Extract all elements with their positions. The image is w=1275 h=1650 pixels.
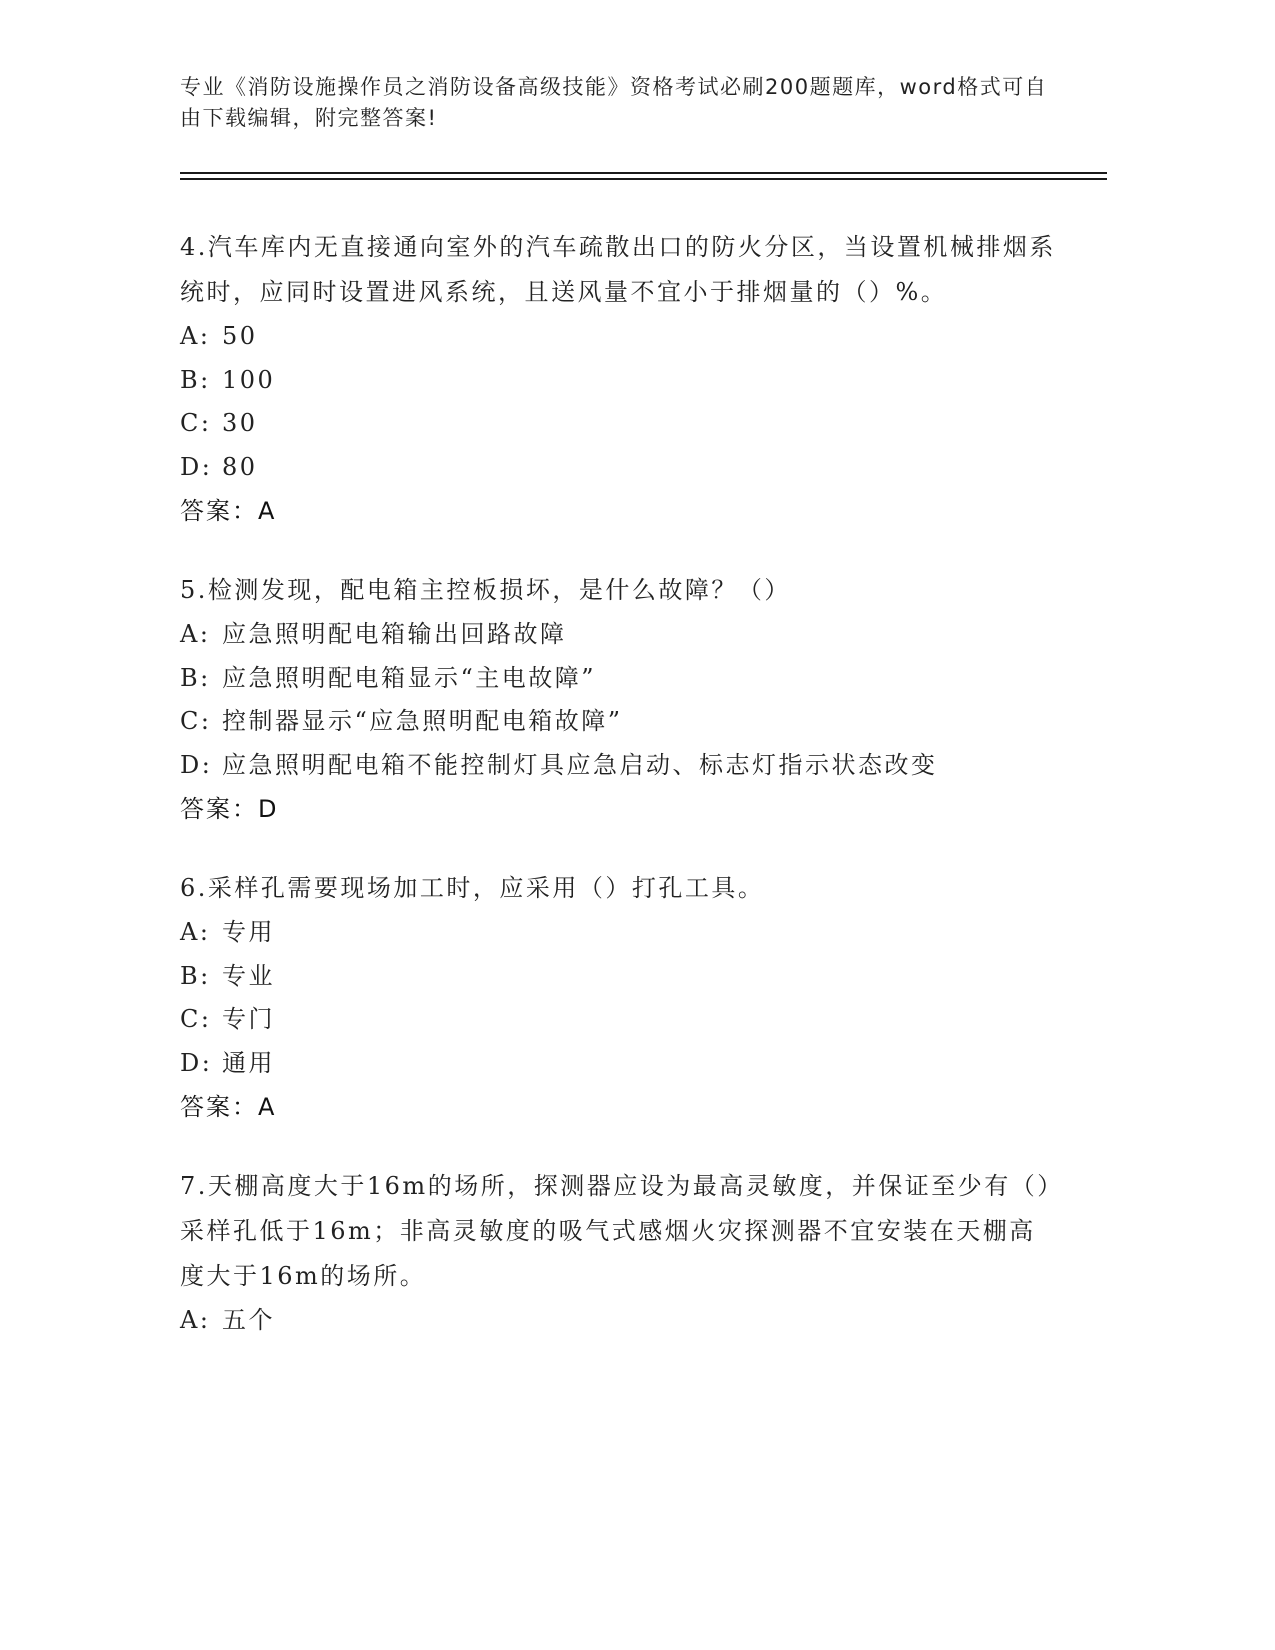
question-list [180,225,1060,1377]
option-text: 五个 [222,1306,275,1334]
question-stem: 6.采样孔需要现场加工时，应采用（）打孔工具。 [180,874,765,902]
option-key: C: [180,409,212,437]
option-text: 专业 [222,961,275,990]
option-b [180,955,1060,999]
option-text: 应急照明配电箱输出回路故障 [222,620,567,648]
option-c [180,700,1060,744]
question-6 [180,866,1060,1130]
question-stem: 5.检测发现，配电箱主控板损坏，是什么故障？（） [180,576,791,604]
option-key: C: [180,1005,212,1033]
header-divider-top [180,172,1107,174]
option-d [180,446,1060,490]
option-key: B: [180,663,211,692]
answer-line: 答案：A [180,1093,277,1121]
question-7 [180,1164,1060,1343]
option-text: 30 [222,409,258,437]
option-text: 50 [222,322,258,350]
option-text: 专门 [222,1005,275,1033]
option-key: B: [180,961,211,990]
option-text: 通用 [222,1048,275,1077]
option-key: D: [180,452,213,481]
option-key: A: [180,620,211,648]
question-4 [180,225,1060,534]
document-header: 专业《消防设施操作员之消防设备高级技能》资格考试必刷200题题库，word格式可自由下载编辑，附完整答案! [180,75,1048,130]
option-text: 控制器显示“应急照明配电箱故障” [222,707,623,735]
answer-line: 答案：D [180,795,279,823]
option-a [180,613,1060,657]
option-text: 专用 [222,918,275,946]
option-key: B: [180,365,211,394]
option-key: D: [180,1048,213,1077]
option-b [180,359,1060,403]
option-d [180,1042,1060,1086]
option-text: 应急照明配电箱不能控制灯具应急启动、标志灯指示状态改变 [222,750,938,779]
question-stem: 4.汽车库内无直接通向室外的汽车疏散出口的防火分区，当设置机械排烟系统时，应同时设置进风系统，且送风量不宜小于排烟量的（）%。 [180,233,1056,306]
option-text: 80 [222,452,258,481]
option-key: A: [180,1306,211,1334]
question-stem: 7.天棚高度大于16m的场所，探测器应设为最高灵敏度，并保证至少有（）采样孔低于16m；非高灵敏度的吸气式感烟火灾探测器不宜安装在天棚高度大于16m的场所。 [180,1172,1052,1290]
option-a [180,911,1060,955]
option-key: C: [180,707,212,735]
answer-line: 答案：A [180,497,277,525]
option-a [180,1299,1060,1343]
option-key: A: [180,322,211,350]
option-c [180,998,1060,1042]
option-key: D: [180,750,213,779]
question-5 [180,568,1060,832]
option-key: A: [180,918,211,946]
option-d [180,744,1060,788]
option-b [180,657,1060,701]
option-c [180,402,1060,446]
option-a [180,315,1060,359]
option-text: 应急照明配电箱显示“主电故障” [222,663,597,692]
option-text: 100 [222,365,276,394]
header-divider-bottom [180,178,1107,180]
